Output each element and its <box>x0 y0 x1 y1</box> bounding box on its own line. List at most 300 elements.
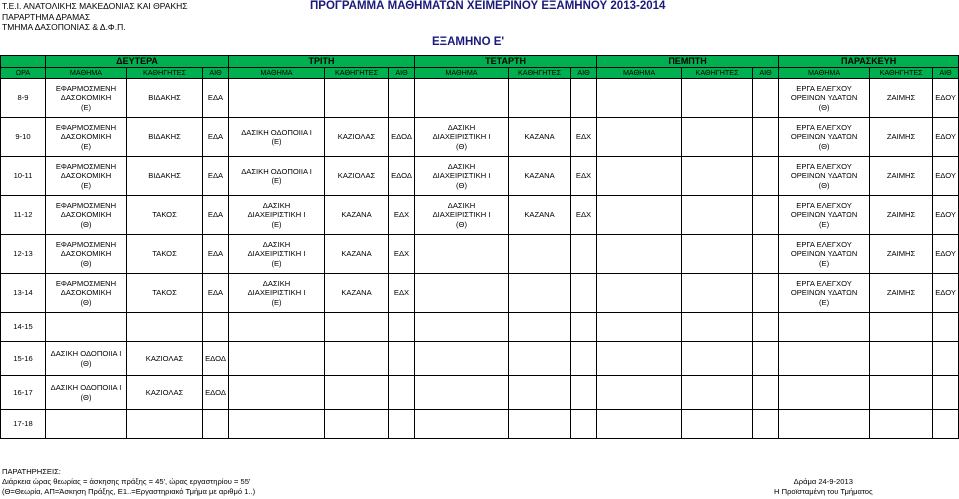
table-row <box>1 196 959 235</box>
table-cell <box>870 235 933 274</box>
table-cell <box>597 79 682 118</box>
cell-line: ΕΔΟΥ <box>935 249 956 259</box>
table-cell <box>389 342 415 376</box>
cell-line: ΚΑΖΙΟΛΑΣ <box>145 387 184 397</box>
cell-line: (Ε) <box>819 219 830 229</box>
table-cell <box>753 342 779 376</box>
column-header: ΑΙΘ <box>389 68 415 79</box>
cell-line: ΕΔΟΥ <box>935 132 956 142</box>
table-cell <box>779 235 870 274</box>
cell-line: ΚΑΖΑΝΑ <box>341 249 372 259</box>
cell-line: (Θ) <box>80 358 92 368</box>
cell-line: ΚΑΖΑΝΑ <box>524 171 555 181</box>
table-cell <box>389 79 415 118</box>
table-cell <box>127 157 203 196</box>
cell-line: (Θ) <box>80 219 92 229</box>
table-row <box>1 274 959 313</box>
table-cell <box>779 79 870 118</box>
cell-line: (Θ) <box>80 258 92 268</box>
table-cell <box>203 196 229 235</box>
table-cell <box>682 196 753 235</box>
cell-line: ΖΑΙΜΗΣ <box>886 171 916 181</box>
table-cell <box>325 157 389 196</box>
cell-line: (Θ) <box>818 141 830 151</box>
table-cell <box>682 313 753 342</box>
cell-line: (Θ) <box>80 392 92 402</box>
column-header: ΚΑΘΗΓΗΤΕΣ <box>682 68 753 79</box>
cell-line: ΕΦΑΡΜΟΣΜΕΝΗ <box>55 161 117 171</box>
column-header: ΩΡΑ <box>1 68 46 79</box>
table-cell <box>597 313 682 342</box>
cell-line: ΕΔΟΔ <box>391 171 412 181</box>
cell-line: (Ε) <box>271 176 282 185</box>
column-header: ΜΑΘΗΜΑ <box>415 68 509 79</box>
table-cell <box>127 196 203 235</box>
cell-line: ΖΑΙΜΗΣ <box>886 210 916 220</box>
cell-line: ΕΔΟΥ <box>935 288 956 298</box>
cell-line: ΒΙΔΑΚΗΣ <box>148 171 181 181</box>
table-cell <box>389 118 415 157</box>
table-cell <box>870 157 933 196</box>
table-cell <box>46 274 127 313</box>
cell-line: ΕΦΑΡΜΟΣΜΕΝΗ <box>55 200 117 210</box>
table-cell <box>389 196 415 235</box>
table-cell <box>933 157 959 196</box>
hour-cell: 17-18 <box>1 410 46 439</box>
table-cell <box>127 410 203 439</box>
table-cell <box>779 410 870 439</box>
cell-line: ΟΡΕΙΝΩΝ ΥΔΑΤΩΝ <box>790 288 858 298</box>
table-cell <box>779 118 870 157</box>
table-cell <box>597 235 682 274</box>
table-cell <box>325 274 389 313</box>
hour-cell: 16-17 <box>1 376 46 410</box>
column-header-row <box>1 68 959 79</box>
column-header: ΜΑΘΗΜΑ <box>779 68 870 79</box>
table-cell <box>389 235 415 274</box>
table-cell <box>933 196 959 235</box>
notes-title: ΠΑΡΑΤΗΡΗΣΕΙΣ: <box>2 467 61 476</box>
table-cell <box>46 118 127 157</box>
header-info <box>2 1 188 33</box>
table-cell <box>933 235 959 274</box>
table-cell <box>870 79 933 118</box>
cell-line: ΖΑΙΜΗΣ <box>886 93 916 103</box>
table-cell <box>127 235 203 274</box>
day-header: ΠΕΜΠΤΗ <box>597 56 779 68</box>
table-cell <box>571 157 597 196</box>
table-cell <box>571 410 597 439</box>
cell-line: ΔΙΑΧΕΙΡΙΣΤΙΚΗ Ι <box>432 210 491 220</box>
cell-line: (Θ) <box>818 180 830 190</box>
table-cell <box>779 342 870 376</box>
table-cell <box>509 410 571 439</box>
table-cell <box>753 410 779 439</box>
table-cell <box>46 157 127 196</box>
table-cell <box>571 313 597 342</box>
cell-line: ΕΡΓΑ ΕΛΕΓΧΟΥ <box>796 122 852 132</box>
table-cell <box>389 376 415 410</box>
table-cell <box>46 79 127 118</box>
cell-line: ΖΑΙΜΗΣ <box>886 132 916 142</box>
day-header: ΤΡΙΤΗ <box>229 56 415 68</box>
cell-line: (Ε) <box>271 219 282 229</box>
cell-line: ΔΑΣΙΚΗ <box>262 239 291 249</box>
table-cell <box>229 376 325 410</box>
cell-line: ΕΦΑΡΜΟΣΜΕΝΗ <box>55 122 117 132</box>
table-cell <box>509 118 571 157</box>
cell-line: ΟΡΕΙΝΩΝ ΥΔΑΤΩΝ <box>790 210 858 220</box>
cell-line: (Θ) <box>80 297 92 307</box>
table-cell <box>127 342 203 376</box>
day-header-blank <box>1 56 46 68</box>
day-header-row <box>1 56 959 68</box>
department-name: ΤΜΗΜΑ ΔΑΣΟΠΟΝΙΑΣ & Δ.Φ.Π. <box>2 22 126 32</box>
institution-name: Τ.Ε.Ι. ΑΝΑΤΟΛΙΚΗΣ ΜΑΚΕΔΟΝΙΑΣ ΚΑΙ ΘΡΑΚΗΣ <box>2 1 188 11</box>
hour-cell: 10-11 <box>1 157 46 196</box>
table-cell <box>203 235 229 274</box>
table-cell <box>46 342 127 376</box>
table-cell <box>870 313 933 342</box>
cell-line: ΟΡΕΙΝΩΝ ΥΔΑΤΩΝ <box>790 93 858 103</box>
table-cell <box>389 410 415 439</box>
table-row <box>1 157 959 196</box>
cell-line: ΔΑΣΟΚΟΜΙΚΗ <box>60 288 112 298</box>
table-cell <box>682 376 753 410</box>
hour-cell: 9-10 <box>1 118 46 157</box>
cell-line: ΕΔΧ <box>393 210 410 220</box>
cell-line: ΕΔΟΔ <box>391 132 412 142</box>
table-cell <box>127 313 203 342</box>
table-cell <box>753 196 779 235</box>
table-cell <box>229 342 325 376</box>
cell-line: ΔΙΑΧΕΙΡΙΣΤΙΚΗ Ι <box>432 132 491 142</box>
cell-line: ΔΑΣΟΚΟΜΙΚΗ <box>60 93 112 103</box>
table-cell <box>229 118 325 157</box>
table-cell <box>325 410 389 439</box>
table-cell <box>682 235 753 274</box>
table-cell <box>127 376 203 410</box>
table-cell <box>229 313 325 342</box>
table-row <box>1 410 959 439</box>
table-cell <box>571 196 597 235</box>
hour-cell: 12-13 <box>1 235 46 274</box>
cell-line: ΕΡΓΑ ΕΛΕΓΧΟΥ <box>796 278 852 288</box>
table-cell <box>933 376 959 410</box>
cell-line: ΔΙΑΧΕΙΡΙΣΤΙΚΗ Ι <box>247 249 306 259</box>
cell-line: ΕΔΧ <box>393 288 410 298</box>
cell-line: ΔΑΣΙΚΗ <box>447 122 476 132</box>
table-cell <box>597 410 682 439</box>
cell-line: ΚΑΖΙΟΛΑΣ <box>145 353 184 363</box>
table-cell <box>597 274 682 313</box>
table-cell <box>46 313 127 342</box>
table-cell <box>127 274 203 313</box>
table-cell <box>509 342 571 376</box>
cell-line: ΔΙΑΧΕΙΡΙΣΤΙΚΗ Ι <box>432 171 491 181</box>
table-cell <box>509 376 571 410</box>
cell-line: ΔΑΣΙΚΗ <box>447 161 476 171</box>
table-cell <box>753 313 779 342</box>
cell-line: ΖΑΙΜΗΣ <box>886 249 916 259</box>
cell-line: (Θ) <box>818 102 830 112</box>
column-header: ΑΙΘ <box>933 68 959 79</box>
cell-line: ΔΑΣΟΚΟΜΙΚΗ <box>60 132 112 142</box>
table-cell <box>415 410 509 439</box>
cell-line: ΕΔΧ <box>575 210 592 220</box>
column-header: ΜΑΘΗΜΑ <box>229 68 325 79</box>
table-cell <box>753 118 779 157</box>
table-cell <box>229 157 325 196</box>
cell-line: ΔΑΣΙΚΗ <box>262 278 291 288</box>
table-cell <box>870 196 933 235</box>
table-cell <box>753 235 779 274</box>
table-cell <box>870 274 933 313</box>
table-cell <box>753 274 779 313</box>
table-row <box>1 313 959 342</box>
table-cell <box>389 313 415 342</box>
table-cell <box>203 118 229 157</box>
notes <box>2 467 255 497</box>
cell-line: ΕΔΟΔ <box>205 353 226 363</box>
cell-line: ΕΡΓΑ ΕΛΕΓΧΟΥ <box>796 239 852 249</box>
cell-line: ΒΙΔΑΚΗΣ <box>148 93 181 103</box>
hour-cell: 14-15 <box>1 313 46 342</box>
cell-line: ΕΔΟΥ <box>935 210 956 220</box>
table-row <box>1 79 959 118</box>
column-header: ΚΑΘΗΓΗΤΕΣ <box>127 68 203 79</box>
cell-line: ΔΑΣΟΚΟΜΙΚΗ <box>60 210 112 220</box>
hour-cell: 15-16 <box>1 342 46 376</box>
day-header: ΤΕΤΑΡΤΗ <box>415 56 597 68</box>
table-cell <box>203 376 229 410</box>
table-cell <box>325 79 389 118</box>
column-header: ΚΑΘΗΓΗΤΕΣ <box>870 68 933 79</box>
table-cell <box>415 235 509 274</box>
table-row <box>1 235 959 274</box>
day-header: ΔΕΥΤΕΡΑ <box>46 56 229 68</box>
semester-title: ΕΞΑΜΗΝΟ Ε' <box>432 36 505 48</box>
signature-block <box>774 477 873 497</box>
cell-line: ΤΑΚΟΣ <box>152 288 177 298</box>
cell-line: ΔΑΣΙΚΗ ΟΔΟΠΟΙΙΑ Ι <box>241 127 312 137</box>
hour-cell: 8-9 <box>1 79 46 118</box>
table-cell <box>682 274 753 313</box>
cell-line: (Θ) <box>456 219 467 229</box>
table-cell <box>46 376 127 410</box>
cell-line: (Ε) <box>271 297 282 307</box>
cell-line: ΤΑΚΟΣ <box>152 210 177 220</box>
notes-line-2: (Θ=Θεωρία, ΑΠ=Άσκηση Πράξης, Ε1..=Εργαστηριακό Τμήμα με αριθμό 1..) <box>2 487 256 496</box>
table-cell <box>779 274 870 313</box>
table-cell <box>509 196 571 235</box>
hour-cell: 13-14 <box>1 274 46 313</box>
table-cell <box>203 313 229 342</box>
table-cell <box>682 410 753 439</box>
table-cell <box>682 118 753 157</box>
cell-line: ΔΑΣΙΚΗ <box>262 200 291 210</box>
table-cell <box>933 79 959 118</box>
cell-line: ΕΔΑ <box>207 249 224 259</box>
cell-line: ΕΔΑ <box>207 171 224 181</box>
cell-line: ΕΡΓΑ ΕΛΕΓΧΟΥ <box>796 83 852 93</box>
cell-line: ΚΑΖΑΝΑ <box>341 288 372 298</box>
cell-line: ΔΑΣΟΚΟΜΙΚΗ <box>60 171 112 181</box>
cell-line: ΕΦΑΡΜΟΣΜΕΝΗ <box>55 278 117 288</box>
table-cell <box>682 342 753 376</box>
cell-line: ΟΡΕΙΝΩΝ ΥΔΑΤΩΝ <box>790 171 858 181</box>
cell-line: (Θ) <box>456 141 467 151</box>
cell-line: ΔΑΣΙΚΗ <box>447 200 476 210</box>
cell-line: (Ε) <box>80 180 92 190</box>
table-cell <box>415 376 509 410</box>
cell-line: ΟΡΕΙΝΩΝ ΥΔΑΤΩΝ <box>790 132 858 142</box>
table-cell <box>127 79 203 118</box>
table-cell <box>933 410 959 439</box>
table-cell <box>870 118 933 157</box>
cell-line: ΖΑΙΜΗΣ <box>886 288 916 298</box>
column-header: ΜΑΘΗΜΑ <box>46 68 127 79</box>
table-cell <box>509 157 571 196</box>
table-cell <box>325 342 389 376</box>
table-cell <box>682 79 753 118</box>
cell-line: ΕΔΑ <box>207 210 224 220</box>
table-cell <box>753 376 779 410</box>
table-cell <box>571 118 597 157</box>
table-cell <box>509 313 571 342</box>
table-cell <box>389 274 415 313</box>
cell-line: (Ε) <box>80 141 92 151</box>
table-cell <box>682 157 753 196</box>
cell-line: ΕΔΑ <box>207 93 224 103</box>
table-cell <box>325 196 389 235</box>
table-cell <box>779 313 870 342</box>
cell-line: ΚΑΖΑΝΑ <box>341 210 372 220</box>
table-cell <box>779 157 870 196</box>
table-cell <box>46 196 127 235</box>
branch-name: ΠΑΡΑΡΤΗΜΑ ΔΡΑΜΑΣ <box>2 11 91 22</box>
table-cell <box>870 410 933 439</box>
table-cell <box>933 274 959 313</box>
table-cell <box>933 118 959 157</box>
timetable <box>0 55 959 439</box>
table-cell <box>571 235 597 274</box>
cell-line: ΕΔΑ <box>207 288 224 298</box>
table-cell <box>46 235 127 274</box>
cell-line: ΔΑΣΟΚΟΜΙΚΗ <box>60 249 112 259</box>
table-cell <box>203 274 229 313</box>
table-row <box>1 342 959 376</box>
cell-line: ΔΙΑΧΕΙΡΙΣΤΙΚΗ Ι <box>247 288 306 298</box>
day-header: ΠΑΡΑΣΚΕΥΗ <box>779 56 959 68</box>
table-cell <box>779 376 870 410</box>
table-row <box>1 118 959 157</box>
table-row <box>1 376 959 410</box>
notes-line-1: Διάρκεια ώρας θεωρίας = άσκησης πράξης = 45', ώρας εργαστηρίου = 55' <box>2 477 251 486</box>
cell-line: (Ε) <box>819 258 830 268</box>
table-cell <box>229 79 325 118</box>
cell-line: ΟΡΕΙΝΩΝ ΥΔΑΤΩΝ <box>790 249 858 259</box>
cell-line: ΚΑΖΙΟΛΑΣ <box>337 171 376 181</box>
cell-line: ΚΑΖΑΝΑ <box>524 210 555 220</box>
table-cell <box>203 342 229 376</box>
table-cell <box>571 79 597 118</box>
column-header: ΚΑΘΗΓΗΤΕΣ <box>509 68 571 79</box>
table-cell <box>229 274 325 313</box>
cell-line: ΕΡΓΑ ΕΛΕΓΧΟΥ <box>796 161 852 171</box>
cell-line: (Ε) <box>819 297 830 307</box>
cell-line: ΕΔΟΥ <box>935 93 956 103</box>
table-cell <box>415 196 509 235</box>
cell-line: ΔΑΣΙΚΗ ΟΔΟΠΟΙΙΑ Ι <box>241 166 312 176</box>
table-cell <box>229 196 325 235</box>
cell-line: ΕΦΑΡΜΟΣΜΕΝΗ <box>55 83 117 93</box>
cell-line: ΕΡΓΑ ΕΛΕΓΧΟΥ <box>796 200 852 210</box>
table-cell <box>597 157 682 196</box>
cell-line: (Θ) <box>456 180 467 190</box>
table-cell <box>509 274 571 313</box>
table-cell <box>509 79 571 118</box>
table-cell <box>325 313 389 342</box>
table-cell <box>571 274 597 313</box>
cell-line: ΕΔΧ <box>575 171 592 181</box>
table-cell <box>325 235 389 274</box>
table-cell <box>325 118 389 157</box>
column-header: ΑΙΘ <box>571 68 597 79</box>
table-cell <box>415 157 509 196</box>
table-cell <box>597 118 682 157</box>
cell-line: ΕΔΧ <box>393 249 410 259</box>
table-cell <box>389 157 415 196</box>
cell-line: ΕΔΟΔ <box>205 387 226 397</box>
cell-line: ΔΑΣΙΚΗ ΟΔΟΠΟΙΙΑ Ι <box>50 383 122 392</box>
column-header: ΑΙΘ <box>203 68 229 79</box>
table-cell <box>779 196 870 235</box>
table-cell <box>509 235 571 274</box>
hour-cell: 11-12 <box>1 196 46 235</box>
table-cell <box>415 342 509 376</box>
table-cell <box>415 118 509 157</box>
table-cell <box>415 79 509 118</box>
column-header: ΜΑΘΗΜΑ <box>597 68 682 79</box>
table-cell <box>933 342 959 376</box>
cell-line: (Ε) <box>271 137 282 146</box>
place-date: Δράμα 24-9-2013 <box>793 477 853 486</box>
cell-line: ΤΑΚΟΣ <box>152 249 177 259</box>
page-title: ΠΡΟΓΡΑΜΜΑ ΜΑΘΗΜΑΤΩΝ ΧΕΙΜΕΡΙΝΟΥ ΕΞΑΜΗΝΟΥ 2013-2014 <box>310 0 666 12</box>
cell-line: ΚΑΖΙΟΛΑΣ <box>337 132 376 142</box>
cell-line: ΚΑΖΑΝΑ <box>524 132 555 142</box>
table-cell <box>571 342 597 376</box>
cell-line: ΕΔΟΥ <box>935 171 956 181</box>
cell-line: ΒΙΔΑΚΗΣ <box>148 132 181 142</box>
signature-role: Η Προϊσταμένη του Τμήματος <box>774 487 873 496</box>
table-cell <box>933 313 959 342</box>
table-cell <box>753 157 779 196</box>
table-cell <box>415 313 509 342</box>
table-cell <box>870 342 933 376</box>
cell-line: ΕΦΑΡΜΟΣΜΕΝΗ <box>55 239 117 249</box>
column-header: ΑΙΘ <box>753 68 779 79</box>
cell-line: ΔΑΣΙΚΗ ΟΔΟΠΟΙΙΑ Ι <box>50 349 122 358</box>
table-cell <box>870 376 933 410</box>
table-cell <box>203 79 229 118</box>
table-cell <box>127 118 203 157</box>
cell-line: ΕΔΧ <box>575 132 592 142</box>
cell-line: (Ε) <box>80 102 92 112</box>
table-cell <box>203 157 229 196</box>
table-cell <box>571 376 597 410</box>
